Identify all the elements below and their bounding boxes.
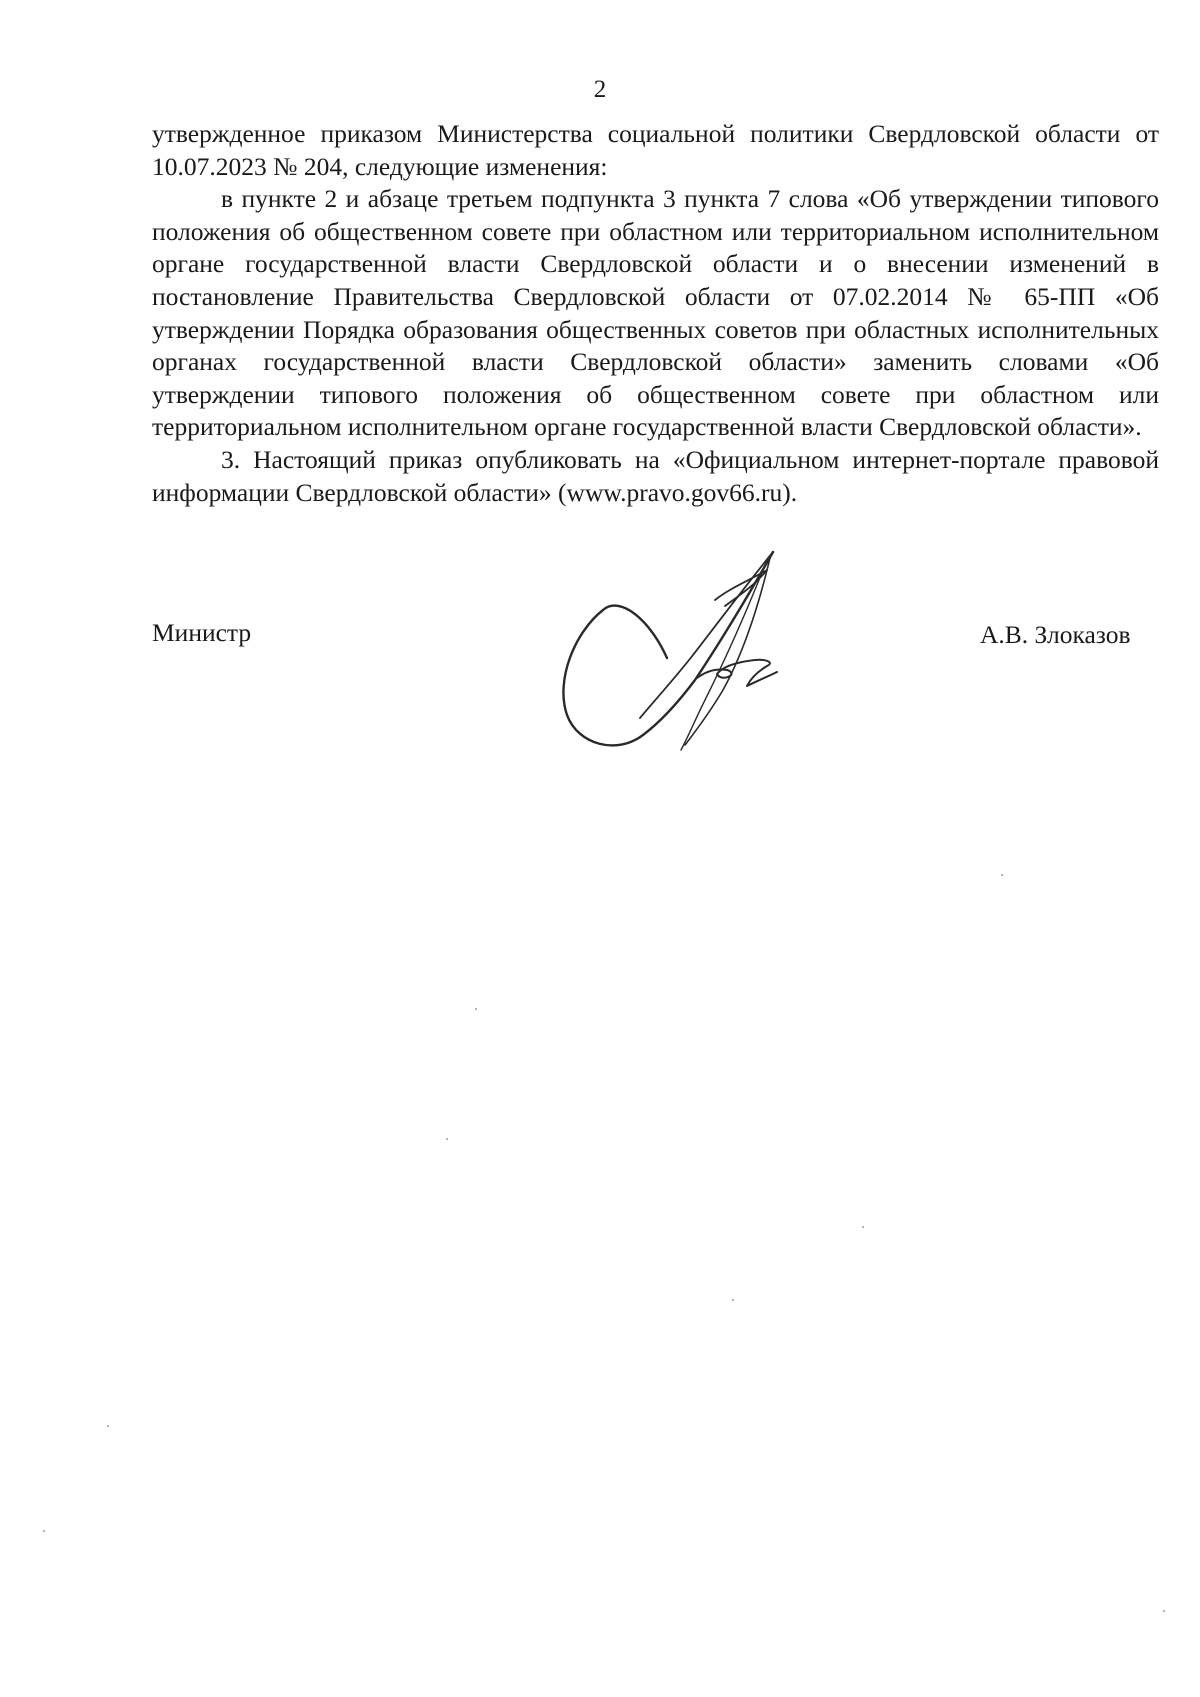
paragraph-amendment: в пункте 2 и абзаце третьем подпункта 3 пункта 7 слова «Об утверждении типового положения об общественном совете при областном или территориальном исполнительном органе государственной власти Свердловской области и о внесении изменений в постановление Правительства Свердловской области от 07.02.2014 № 65-ПП «Об утверждении Порядка образования общественных советов при областных исполнительных органах государственной власти Свердловской области» заменить словами «Об утверждении типового положения об общественном совете при областном или территориальном исполнительном органе государственной власти Свердловской области». bbox=[152, 184, 1159, 442]
page-number: 2 bbox=[593, 76, 607, 103]
paragraph-publication: 3. Настоящий приказ опубликовать на «Официальном интернет-портале правовой информации Свердловской области» (www.pravo.gov66.ru). bbox=[152, 444, 1159, 507]
signatory-role: Министр bbox=[152, 618, 252, 647]
paragraph-continuation: утвержденное приказом Министерства социальной политики Свердловской области от 10.07.2023 № 204, следующие изменения: bbox=[152, 119, 1159, 181]
scan-speck bbox=[862, 1226, 864, 1228]
signatory-name: А.В. Злоказов bbox=[980, 620, 1131, 649]
document-body bbox=[152, 118, 1159, 509]
handwritten-signature bbox=[545, 540, 860, 770]
scan-speck bbox=[1001, 874, 1003, 876]
scan-speck bbox=[43, 1530, 45, 1532]
scan-speck bbox=[732, 1299, 734, 1301]
scan-speck bbox=[107, 1425, 109, 1427]
scan-speck bbox=[446, 1138, 448, 1140]
scan-speck bbox=[1163, 1610, 1165, 1612]
scan-speck bbox=[475, 1008, 477, 1010]
